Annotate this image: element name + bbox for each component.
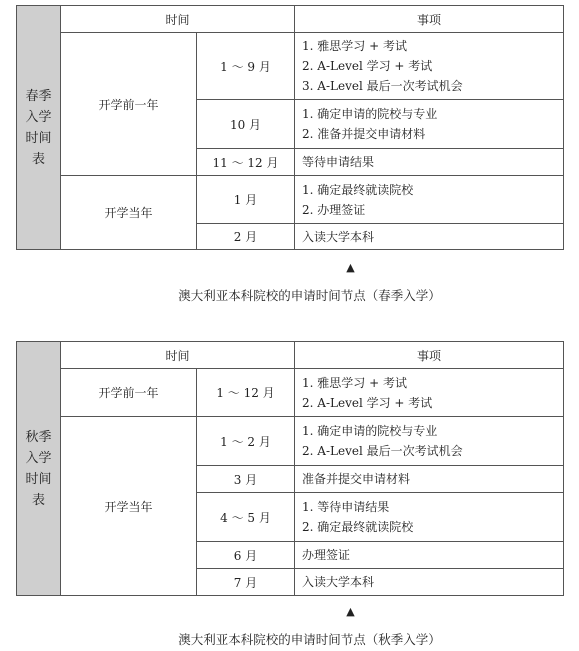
items-cell: [295, 417, 564, 466]
autumn-intake-table: [16, 341, 564, 596]
side-label-line: 入学: [25, 109, 52, 125]
caption-arrow-icon: ▲: [346, 605, 355, 618]
month-cell: 1 ～ 2 月: [197, 417, 295, 466]
phase-current-year: 开学当年: [61, 176, 197, 250]
month-cell: 10 月: [197, 100, 295, 149]
side-label-line: 入学: [25, 450, 52, 466]
header-time: 时间: [61, 6, 295, 33]
side-label-line: 春季: [25, 88, 52, 104]
items-cell: [295, 176, 564, 224]
spring-caption: 澳大利亚本科院校的申请时间节点（春季入学）: [178, 288, 441, 303]
item-line: 入读大学本科: [302, 575, 375, 589]
item-line: 1. 雅思学习 + 考试: [302, 39, 407, 53]
month-cell: 1 月: [197, 176, 295, 224]
month-cell: 6 月: [197, 542, 295, 569]
item-line: 1. 雅思学习 + 考试: [302, 375, 407, 390]
caption-arrow-icon: ▲: [346, 261, 355, 274]
item-line: 1. 确定申请的院校与专业: [302, 424, 438, 438]
spring-intake-table: [16, 5, 564, 250]
item-line: 入读大学本科: [302, 229, 375, 244]
side-label-line: 表: [31, 492, 45, 508]
item-line: 2. A-Level 最后一次考试机会: [302, 444, 463, 458]
autumn-caption: 澳大利亚本科院校的申请时间节点（秋季入学）: [178, 632, 441, 647]
items-cell: [295, 569, 564, 596]
item-line: 准备并提交申请材料: [302, 472, 411, 486]
item-line: 2. A-Level 学习 + 考试: [302, 59, 433, 73]
item-line: 1. 确定最终就读院校: [302, 182, 414, 197]
month-cell: 11 ～ 12 月: [197, 149, 295, 176]
spring-side-label: [17, 6, 61, 250]
items-cell: [295, 493, 564, 542]
month-cell: 4 ～ 5 月: [197, 493, 295, 542]
items-cell: [295, 369, 564, 417]
items-cell: [295, 466, 564, 493]
autumn-side-label: [17, 342, 61, 596]
header-items: 事项: [295, 342, 564, 369]
month-cell: 2 月: [197, 224, 295, 250]
items-cell: [295, 149, 564, 176]
item-line: 1. 确定申请的院校与专业: [302, 107, 438, 121]
item-line: 2. 办理签证: [302, 202, 366, 217]
items-cell: [295, 542, 564, 569]
phase-before-year: 开学前一年: [61, 33, 197, 176]
side-label-line: 时间: [25, 130, 52, 146]
month-cell: 3 月: [197, 466, 295, 493]
month-cell: 1 ～ 9 月: [197, 33, 295, 100]
items-cell: [295, 224, 564, 250]
item-line: 2. A-Level 学习 + 考试: [302, 395, 433, 410]
side-label-line: 时间: [25, 471, 52, 487]
month-cell: 7 月: [197, 569, 295, 596]
item-line: 1. 等待申请结果: [302, 500, 390, 514]
header-items: 事项: [295, 6, 564, 33]
items-cell: [295, 100, 564, 149]
item-line: 办理签证: [302, 548, 351, 562]
month-cell: 1 ～ 12 月: [197, 369, 295, 417]
header-time: 时间: [61, 342, 295, 369]
side-label-line: 表: [31, 151, 45, 167]
phase-current-year: 开学当年: [61, 417, 197, 596]
phase-before-year: 开学前一年: [61, 369, 197, 417]
side-label-line: 秋季: [25, 429, 52, 445]
item-line: 2. 准备并提交申请材料: [302, 127, 426, 141]
item-line: 2. 确定最终就读院校: [302, 520, 414, 534]
item-line: 3. A-Level 最后一次考试机会: [302, 79, 463, 93]
item-line: 等待申请结果: [302, 155, 375, 169]
items-cell: [295, 33, 564, 100]
